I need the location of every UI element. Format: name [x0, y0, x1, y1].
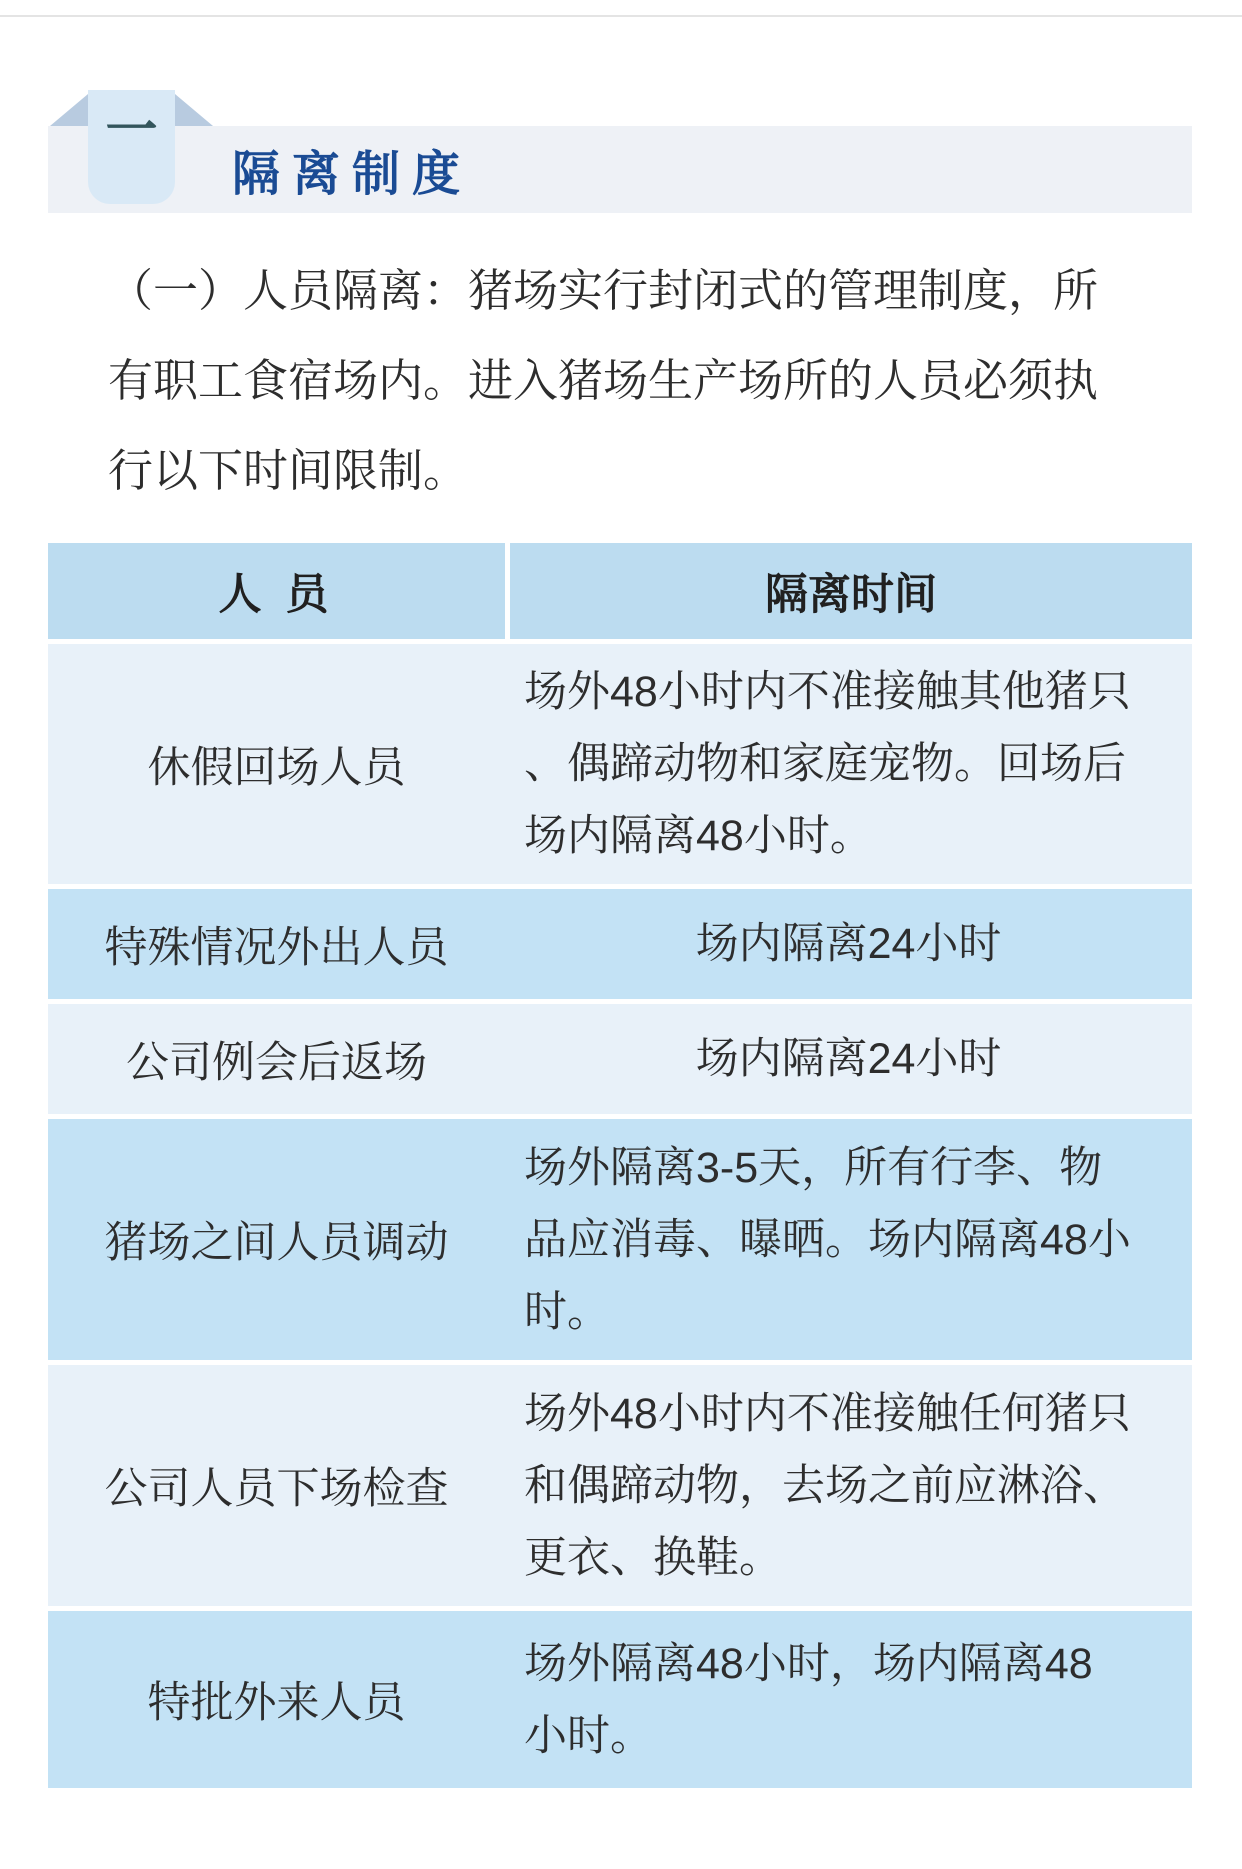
duration-cell: [505, 1004, 1192, 1114]
person-cell: 公司例会后返场: [126, 1038, 427, 1087]
table-row: [48, 1611, 1192, 1788]
ribbon-right-wing-icon: [175, 94, 213, 126]
section-number: 一: [105, 102, 158, 160]
person-cell: 特批外来人员: [147, 1679, 406, 1727]
duration-cell: [505, 1365, 1192, 1606]
table-row: [48, 1004, 1192, 1114]
top-divider-line: [0, 15, 1242, 17]
duration-text: 场内隔离24小时: [695, 1035, 1002, 1083]
duration-cell: [505, 1611, 1192, 1788]
duration-text: 场外隔离48小时，场内隔离48 小时。: [524, 1639, 1093, 1760]
section-title-bar: [48, 126, 1192, 213]
table-header-row: [48, 543, 1192, 639]
duration-cell: [505, 644, 1192, 884]
table-header-duration: 隔离时间: [510, 543, 1192, 639]
person-cell: 休假回场人员: [147, 743, 406, 792]
table-row: [48, 644, 1192, 884]
person-cell: 公司人员下场检查: [104, 1465, 449, 1513]
table-row: [48, 1365, 1192, 1606]
person-cell: 特殊情况外出人员: [104, 923, 449, 972]
table-row: [48, 1119, 1192, 1360]
intro-paragraph: （一）人员隔离：猪场实行封闭式的管理制度，所 有职工食宿场内。进入猪场生产场所的人员必须执 行以下时间限制。: [108, 265, 1099, 496]
ribbon-left-wing-icon: [50, 94, 88, 126]
section-title: 隔离制度: [232, 148, 473, 201]
section-header: [48, 102, 1192, 213]
table-header-person: 人 员: [48, 543, 505, 639]
duration-text: 场外48小时内不准接触其他猪只 、偶蹄动物和家庭宠物。回场后 场内隔离48小时。: [524, 668, 1131, 860]
quarantine-table: [48, 543, 1192, 1788]
duration-cell: [505, 1119, 1192, 1360]
person-cell: 猪场之间人员调动: [104, 1219, 449, 1267]
duration-text: 场外隔离3-5天，所有行李、物 品应消毒、曝晒。场内隔离48小 时。: [524, 1143, 1131, 1336]
duration-text: 场内隔离24小时: [695, 920, 1002, 968]
duration-cell: [505, 889, 1192, 999]
table-row: [48, 889, 1192, 999]
duration-text: 场外48小时内不准接触任何猪只 和偶蹄动物，去场之前应淋浴、 更衣、换鞋。: [524, 1389, 1131, 1582]
